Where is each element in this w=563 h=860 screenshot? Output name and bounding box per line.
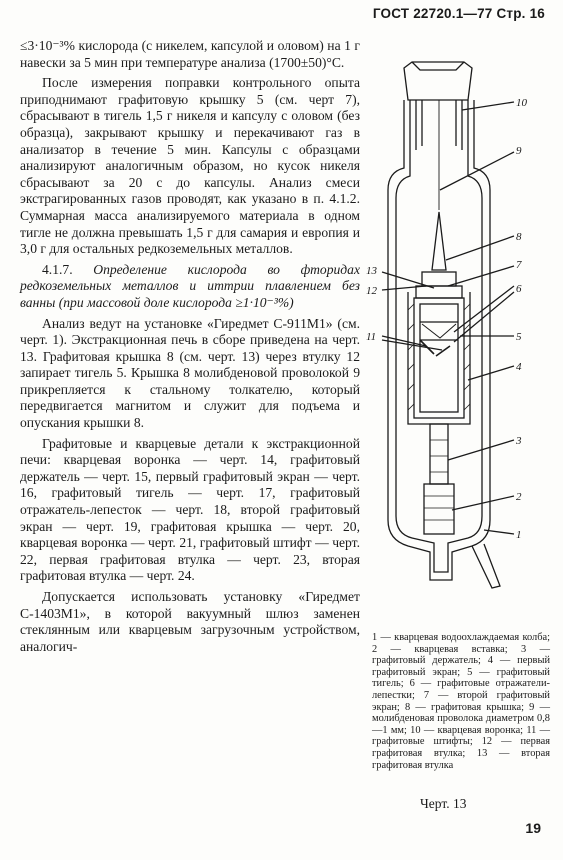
label-6: 6 bbox=[516, 283, 522, 295]
label-4: 4 bbox=[516, 361, 522, 373]
label-1: 1 bbox=[516, 529, 522, 541]
section-heading bbox=[20, 262, 360, 312]
label-8: 8 bbox=[516, 231, 522, 243]
label-13: 13 bbox=[366, 265, 377, 277]
label-12: 12 bbox=[366, 285, 377, 297]
paragraph-alternative-setup: Допускается использовать установку «Гиредмет С-1403М1», в которой вакуумный шлюз заменен стеклянным или кварцевым загрузочным устройством, аналогич- bbox=[20, 589, 360, 654]
body-text bbox=[20, 38, 360, 655]
label-10: 10 bbox=[516, 97, 527, 109]
page-number: 19 bbox=[525, 820, 541, 836]
section-title: Определение кислорода во фторидах редкоземельных металлов и иттрии плавлением без ванны (при массовой доле кислорода ≥1·10⁻³%) bbox=[20, 261, 360, 310]
furnace-drawing bbox=[364, 40, 554, 620]
paragraph-control-test: После измерения поправки контрольного опыта приподнимают графитовую крышку 5 (см. черт 7), сбрасывают в тигель 1,5 г никеля и капсулу с оловом (без образца), закрывают крышку и перекачивают газ в анализатор в течение 5 мин. Капсулы с образцами анализируют аналогичным образом, но кусок никеля сбрасывают за 20 с до капсулы. Анализ смеси экстрагированных газов проводят, как указано в п. 4.1.2. Суммарная масса анализируемого материала в одном тигле не должна превышать 1,5 г для самария и европия и 3,0 г для остальных редкоземельных металлов. bbox=[20, 75, 360, 257]
label-3: 3 bbox=[516, 435, 522, 447]
label-2: 2 bbox=[516, 491, 522, 503]
paragraph-setup: Анализ ведут на установке «Гиредмет С-911М1» (см. черт. 1). Экстракционная печь в сборе приведена на черт. 13. Графитовая крышка 8 (см. черт. 13) через втулку 12 запирает тигель 5. Крышка 8 молибденовой проволокой 9 прикрепляется к стальному толкателю, который передвигается магнитом и служит для подъема и опускания крышки 8. bbox=[20, 315, 360, 431]
figure-caption: 1 — кварцевая водоохлаждаемая колба; 2 — кварцевая вставка; 3 — графитовый держатель; 4 — первый графитовый экран; 5 — графитовый тигель; 6 — графитовые отражатели-лепестки; 7 — второй графитовый экран; 8 — графитовая крышка; 9 — молибденовая проволока диаметром 0,8—1 мм; 10 — кварцевая воронка; 11 — графитовые штифты; 12 — первая графитовая втулка; 13 — вторая графитовая втулка bbox=[372, 632, 550, 771]
page-header: ГОСТ 22720.1—77 Стр. 16 bbox=[372, 6, 545, 21]
label-7: 7 bbox=[516, 259, 522, 271]
label-11: 11 bbox=[366, 331, 377, 343]
paragraph-continuation: ≤3·10⁻³% кислорода (с никелем, капсулой и оловом) на 1 г навески за 5 мин при температуре анализа (1700±50)°С. bbox=[20, 38, 360, 70]
figure-title: Черт. 13 bbox=[420, 796, 467, 811]
furnace-assembly-diagram bbox=[364, 40, 554, 620]
label-9: 9 bbox=[516, 145, 522, 157]
paragraph-parts-list: Графитовые и кварцевые детали к экстракционной печи: кварцевая воронка — черт. 14, графитовый держатель — черт. 15, первый графитовый экран — черт. 16, графитовый тигель — черт. 17, графитовый отражатель-лепесток — черт. 18, второй графитовый экран — черт. 19, графитовая крышка — черт. 20, кварцевая воронка — черт. 21, графитовый штифт — черт. 22, первая графитовая втулка — черт. 23, вторая графитовая втулка — черт. 24. bbox=[20, 435, 360, 584]
label-5: 5 bbox=[516, 331, 522, 343]
section-number: 4.1.7. bbox=[42, 261, 73, 277]
